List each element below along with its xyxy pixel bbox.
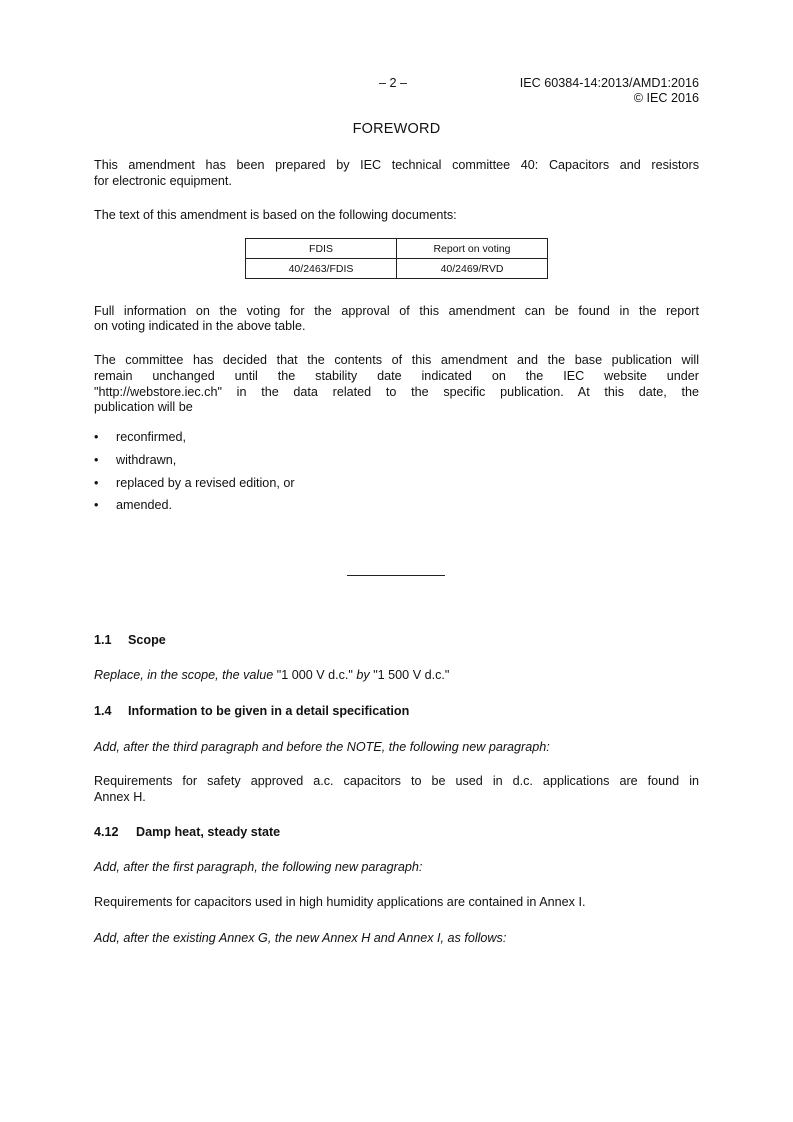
foreword-para4-line4: publication will be <box>94 400 193 414</box>
foreword-para4-line1: The committee has decided that the contents of this amendment and the base publication will <box>94 353 699 367</box>
section-4-12-instruction: Add, after the first paragraph, the following new paragraph: <box>94 860 423 874</box>
table-cell: 40/2469/RVD <box>397 259 548 279</box>
bullet-icon: • <box>94 430 99 444</box>
section-number: 1.4 <box>94 704 112 718</box>
instruction-text: Replace, in the scope, the value <box>94 668 277 682</box>
list-item-text: replaced by a revised edition, or <box>116 476 295 490</box>
new-value: "1 500 V d.c." <box>373 668 450 682</box>
section-1-4-text-line1: Requirements for safety approved a.c. capacitors to be used in d.c. applications are found in <box>94 774 699 788</box>
copyright-notice: © IEC 2016 <box>633 91 699 105</box>
section-title: Scope <box>128 633 166 647</box>
table-row <box>246 259 548 279</box>
section-title: Information to be given in a detail specification <box>128 704 410 718</box>
bullet-icon: • <box>94 476 99 490</box>
annex-instruction: Add, after the existing Annex G, the new Annex H and Annex I, as follows: <box>94 931 507 945</box>
table-cell: 40/2463/FDIS <box>246 259 397 279</box>
foreword-para4-line3: "http://webstore.iec.ch" in the data related to the specific publication. At this date, the <box>94 385 699 399</box>
instruction-text: by <box>352 668 374 682</box>
scope-instruction <box>94 668 699 684</box>
foreword-para1-line1: This amendment has been prepared by IEC technical committee 40: Capacitors and resistors <box>94 158 699 172</box>
section-heading-1-1 <box>94 633 699 649</box>
bullet-icon: • <box>94 453 99 467</box>
section-title: Damp heat, steady state <box>136 825 281 839</box>
foreword-para1-line2: for electronic equipment. <box>94 174 232 188</box>
list-item-text: withdrawn, <box>116 453 177 467</box>
section-heading-4-12 <box>94 825 699 841</box>
document-header <box>520 76 699 106</box>
separator-rule <box>347 575 445 576</box>
standard-code: IEC 60384-14:2013/AMD1:2016 <box>519 76 699 90</box>
foreword-para3-line2: on voting indicated in the above table. <box>94 319 306 333</box>
table-header-cell: Report on voting <box>397 239 548 259</box>
section-heading-1-4 <box>94 704 699 720</box>
bullet-icon: • <box>94 498 99 512</box>
foreword-para3-line1: Full information on the voting for the approval of this amendment can be found in the report <box>94 304 699 318</box>
documents-table <box>245 238 548 279</box>
list-item-text: amended. <box>116 498 173 512</box>
foreword-para4-line2: remain unchanged until the stability date indicated on the IEC website under <box>94 369 699 383</box>
section-1-4-text-line2: Annex H. <box>94 790 146 804</box>
section-number: 4.12 <box>94 825 119 839</box>
section-1-4-instruction: Add, after the third paragraph and before the NOTE, the following new paragraph: <box>94 740 550 754</box>
section-4-12-text: Requirements for capacitors used in high humidity applications are contained in Annex I. <box>94 895 586 909</box>
section-number: 1.1 <box>94 633 112 647</box>
table-header-row <box>246 239 548 259</box>
old-value: "1 000 V d.c." <box>276 668 353 682</box>
foreword-title: FOREWORD <box>352 121 441 137</box>
foreword-para2: The text of this amendment is based on the following documents: <box>94 208 457 222</box>
table-header-cell: FDIS <box>246 239 397 259</box>
list-item-text: reconfirmed, <box>116 430 186 444</box>
page-number: – 2 – <box>379 76 408 90</box>
